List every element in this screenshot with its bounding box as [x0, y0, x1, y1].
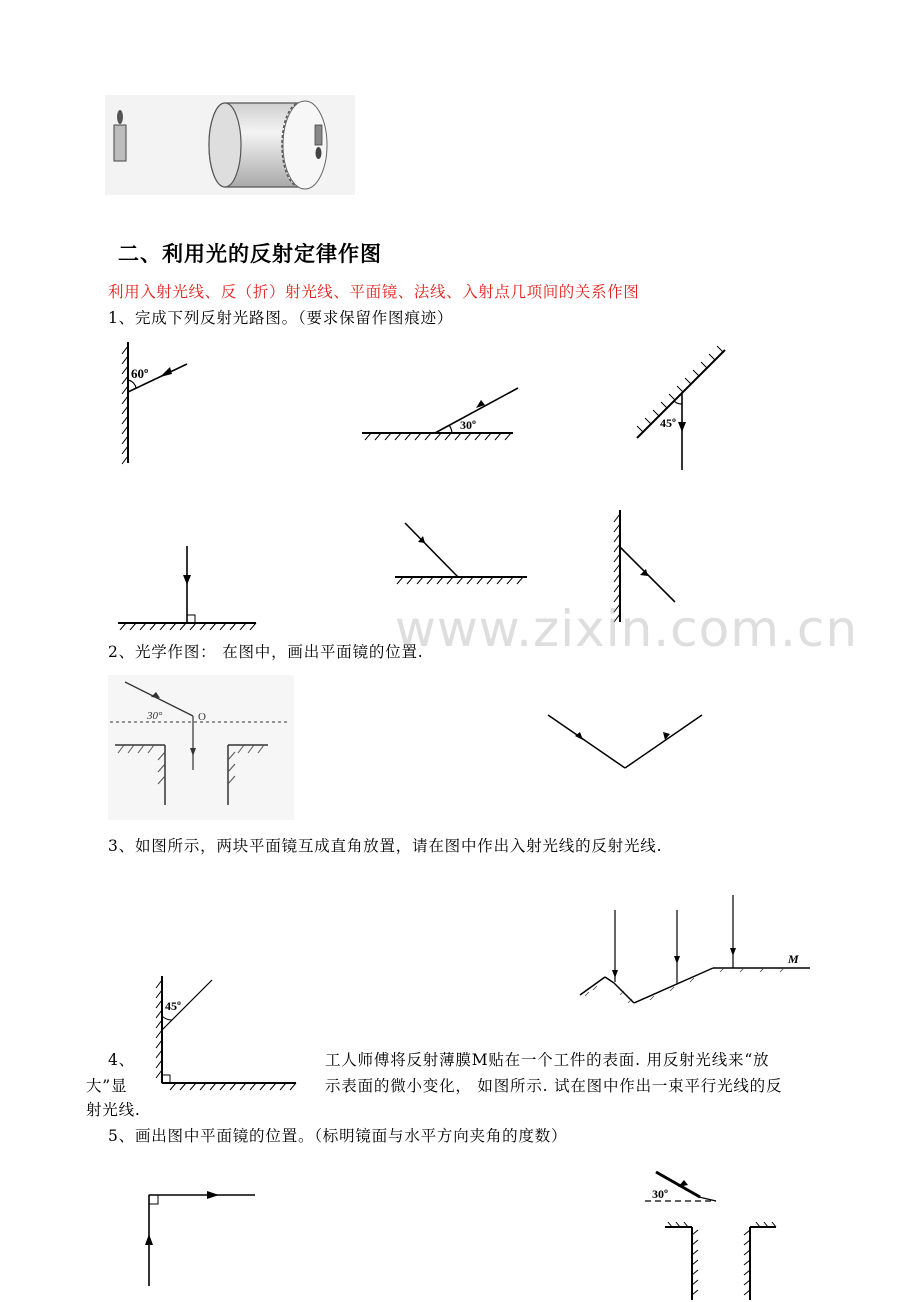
- watermark: www.zixin.com.cn: [395, 600, 859, 658]
- question-1: 1、完成下列反射光路图。（要求保留作图痕迹）: [108, 309, 454, 327]
- figure-4: [580, 895, 810, 1003]
- figure-2b: [548, 715, 702, 768]
- pinhole-camera-figure: [105, 95, 355, 195]
- question-2: 2、光学作图： 在图中，画出平面镜的位置.: [108, 643, 424, 661]
- question-2-figures: [0, 670, 920, 830]
- figure-1a: [122, 342, 187, 464]
- question-1-figures: [0, 330, 920, 630]
- figure-1b: [362, 388, 518, 440]
- label-45: 45º: [660, 416, 676, 430]
- figure-5a: [145, 1191, 255, 1286]
- question-4-line-3: 射光线.: [86, 1101, 141, 1119]
- label-45-q3: 45º: [165, 999, 181, 1013]
- question-4-line-1: 工人师傅将反射薄膜M贴在一个工件的表面. 用反射光线来“放: [325, 1051, 770, 1069]
- figure-1d: [118, 546, 256, 630]
- question-5: 5、画出图中平面镜的位置。（标明镜面与水平方向夹角的度数）: [108, 1127, 568, 1145]
- question-4-line-2b: 示表面的微小变化， 如图所示. 试在图中作出一束平行光线的反: [325, 1077, 783, 1095]
- label-30-q5: 30º: [652, 1187, 668, 1201]
- label-m: M: [788, 952, 799, 966]
- question-3: 3、如图所示，两块平面镜互成直角放置，请在图中作出入射光线的反射光线.: [108, 837, 663, 855]
- figure-2a: [108, 675, 294, 820]
- section-heading: 二、利用光的反射定律作图: [118, 242, 382, 266]
- figure-5b: [645, 1172, 776, 1300]
- figure-3: [156, 976, 296, 1090]
- label-30-q2: 30°: [147, 710, 163, 722]
- figure-1c: [637, 346, 725, 470]
- figure-1e: [395, 523, 527, 584]
- label-60: 60º: [131, 366, 149, 381]
- label-30: 30º: [460, 418, 476, 432]
- label-o: O: [198, 711, 206, 723]
- question-5-figures: [0, 1160, 920, 1302]
- section-subheading: 利用入射光线、反（折）射光线、平面镜、法线、入射点几项间的关系作图: [108, 283, 640, 301]
- question-4-number: 4、: [108, 1051, 135, 1069]
- question-4-line-2a: 大”显: [86, 1077, 128, 1095]
- pinhole-camera-drawing: [105, 95, 355, 195]
